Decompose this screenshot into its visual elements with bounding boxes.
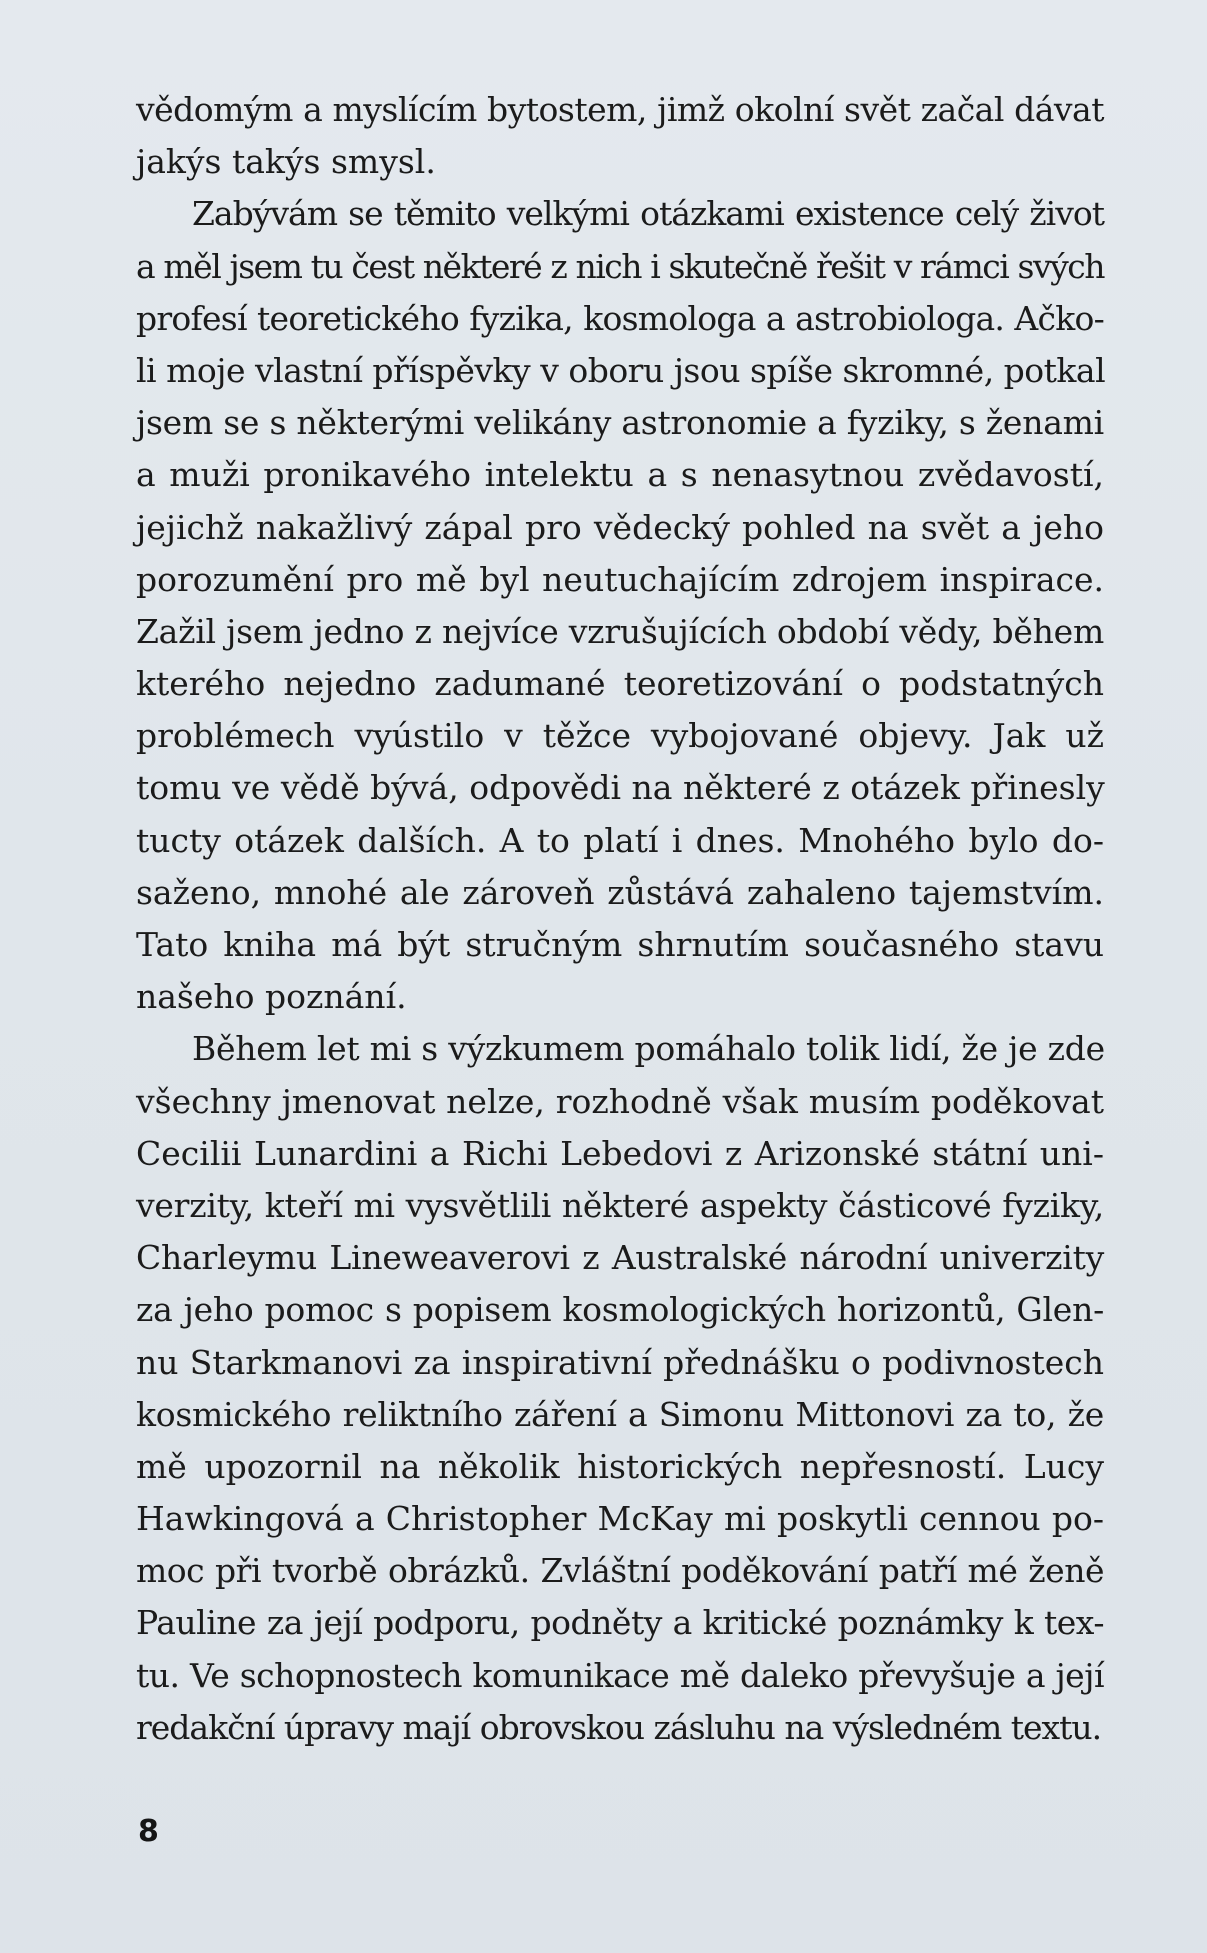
text-line: tucty otázek dalších. A to platí i dnes. Mnohého bylo do- bbox=[136, 820, 1104, 860]
text-line: problémech vyústilo v těžce vybojované objevy. Jak už bbox=[136, 716, 1104, 756]
text-line: a měl jsem tu čest některé z nich i skutečně řešit v rámci svých bbox=[136, 246, 1104, 286]
text-line: kosmického reliktního záření a Simonu Mittonovi za to, že bbox=[136, 1394, 1104, 1434]
text-line: našeho poznání. bbox=[136, 977, 407, 1017]
text-line: Pauline za její podporu, podněty a kritické poznámky k tex- bbox=[136, 1603, 1104, 1643]
text-line: za jeho pomoc s popisem kosmologických horizontů, Glen- bbox=[136, 1290, 1104, 1330]
text-line: verzity, kteří mi vysvětlili některé aspekty částicové fyziky, bbox=[136, 1185, 1104, 1225]
text-line: všechny jmenovat nelze, rozhodně však musím poděkovat bbox=[136, 1081, 1104, 1121]
text-line: tu. Ve schopnostech komunikace mě daleko převyšuje a její bbox=[136, 1655, 1104, 1695]
text-line: li moje vlastní příspěvky v oboru jsou spíše skromné, potkal bbox=[136, 350, 1106, 390]
text-line: jejichž nakažlivý zápal pro vědecký pohled na svět a jeho bbox=[136, 507, 1104, 547]
text-line: moc při tvorbě obrázků. Zvláštní poděkování patří mé ženě bbox=[136, 1551, 1104, 1591]
text-line: kterého nejedno zadumané teoretizování o podstatných bbox=[136, 664, 1104, 704]
text-line: vědomým a myslícím bytostem, jimž okolní svět začal dávat bbox=[136, 90, 1104, 129]
text-line: tomu ve vědě bývá, odpovědi na některé z otázek přinesly bbox=[136, 768, 1105, 808]
body-text bbox=[136, 84, 1104, 1754]
text-line: Zabývám se těmito velkými otázkami existence celý život bbox=[192, 194, 1104, 234]
text-line: a muži pronikavého intelektu a s nenasytnou zvědavostí, bbox=[136, 455, 1104, 495]
text-line: Tato kniha má být stručným shrnutím současného stavu bbox=[136, 925, 1104, 964]
text-line: jakýs takýs smysl. bbox=[136, 142, 436, 182]
text-line: porozumění pro mě byl neutuchajícím zdrojem inspirace. bbox=[136, 559, 1104, 599]
text-line: profesí teoretického fyzika, kosmologa a astrobiologa. Ačko- bbox=[136, 298, 1104, 338]
text-line: Cecilii Lunardini a Richi Lebedovi z Arizonské státní uni- bbox=[136, 1133, 1104, 1173]
text-line: jsem se s některými velikány astronomie a fyziky, s ženami bbox=[136, 403, 1104, 443]
text-line: redakční úpravy mají obrovskou zásluhu na výsledném textu. bbox=[136, 1707, 1102, 1747]
text-line: Charleymu Lineweaverovi z Australské národní univerzity bbox=[136, 1238, 1104, 1278]
text-line: Hawkingová a Christopher McKay mi poskytli cennou po- bbox=[136, 1499, 1104, 1539]
text-line: Během let mi s výzkumem pomáhalo tolik lidí, že je zde bbox=[192, 1029, 1105, 1069]
text-line: mě upozornil na několik historických nepřesností. Lucy bbox=[136, 1446, 1104, 1486]
text-line: saženo, mnohé ale zároveň zůstává zahaleno tajemstvím. bbox=[136, 872, 1104, 912]
text-line: nu Starkmanovi za inspirativní přednášku o podivnostech bbox=[136, 1342, 1104, 1382]
text-line: Zažil jsem jedno z nejvíce vzrušujících období vědy, během bbox=[136, 611, 1104, 651]
page-number: 8 bbox=[138, 1814, 159, 1849]
